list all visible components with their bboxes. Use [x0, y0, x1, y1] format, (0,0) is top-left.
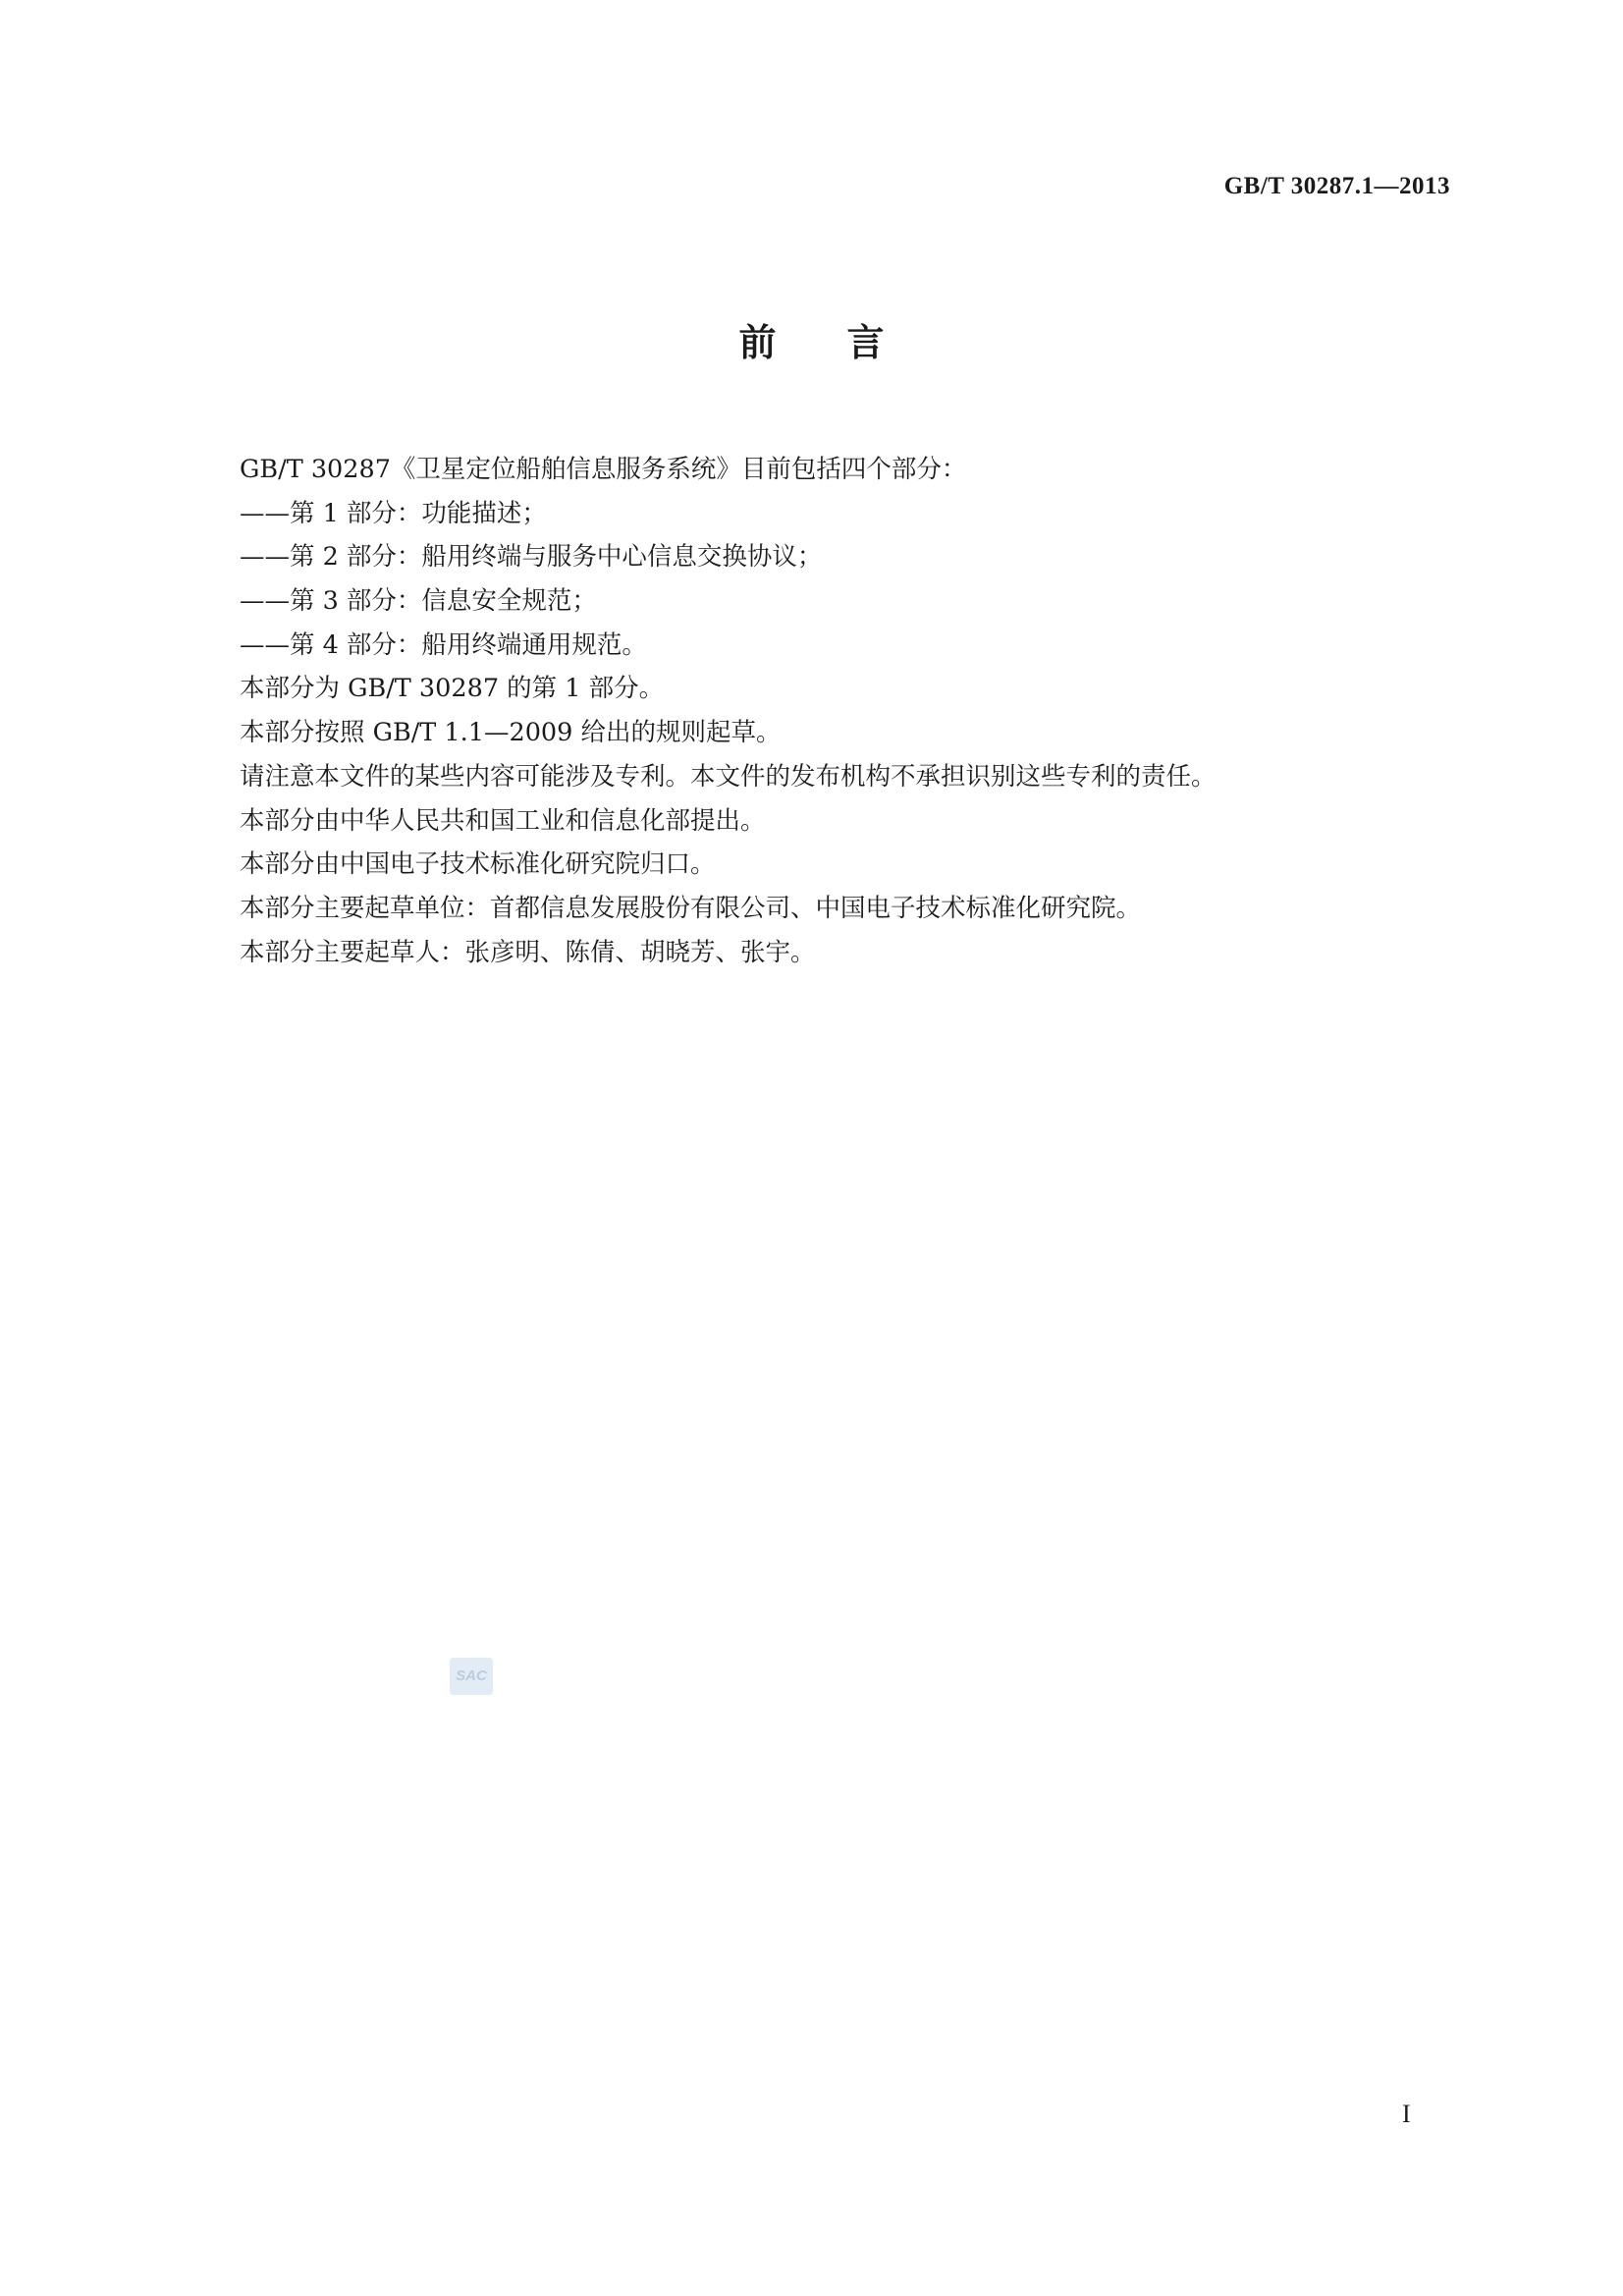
drafting-units: 本部分主要起草单位：首都信息发展股份有限公司、中国电子技术标准化研究院。 [240, 893, 1142, 923]
standard-code: GB/T 30287.1—2013 [1223, 173, 1450, 199]
list-item: ——第 3 部分：信息安全规范； [240, 586, 597, 617]
page-title: 前言 [738, 321, 955, 364]
list-item: ——第 4 部分：船用终端通用规范。 [240, 629, 647, 660]
patent-notice: 请注意本文件的某些内容可能涉及专利。本文件的发布机构不承担识别这些专利的责任。 [240, 761, 1217, 792]
list-item: ——第 1 部分：功能描述； [240, 498, 547, 528]
list-item: ——第 2 部分：船用终端与服务中心信息交换协议； [240, 542, 823, 573]
paragraph: 本部分由中华人民共和国工业和信息化部提出。 [240, 805, 766, 836]
sac-watermark-logo: SAC [450, 1658, 493, 1695]
paragraph: 本部分为 GB/T 30287 的第 1 部分。 [240, 674, 665, 704]
paragraph: GB/T 30287《卫星定位船舶信息服务系统》目前包括四个部分： [240, 455, 967, 484]
foreword-body [240, 448, 1457, 974]
page-number: I [1402, 2100, 1411, 2128]
paragraph: 本部分由中国电子技术标准化研究院归口。 [240, 849, 716, 880]
paragraph: 本部分按照 GB/T 1.1—2009 给出的规则起草。 [240, 718, 782, 748]
drafters: 本部分主要起草人：张彦明、陈倩、胡晓芳、张宇。 [240, 937, 816, 967]
